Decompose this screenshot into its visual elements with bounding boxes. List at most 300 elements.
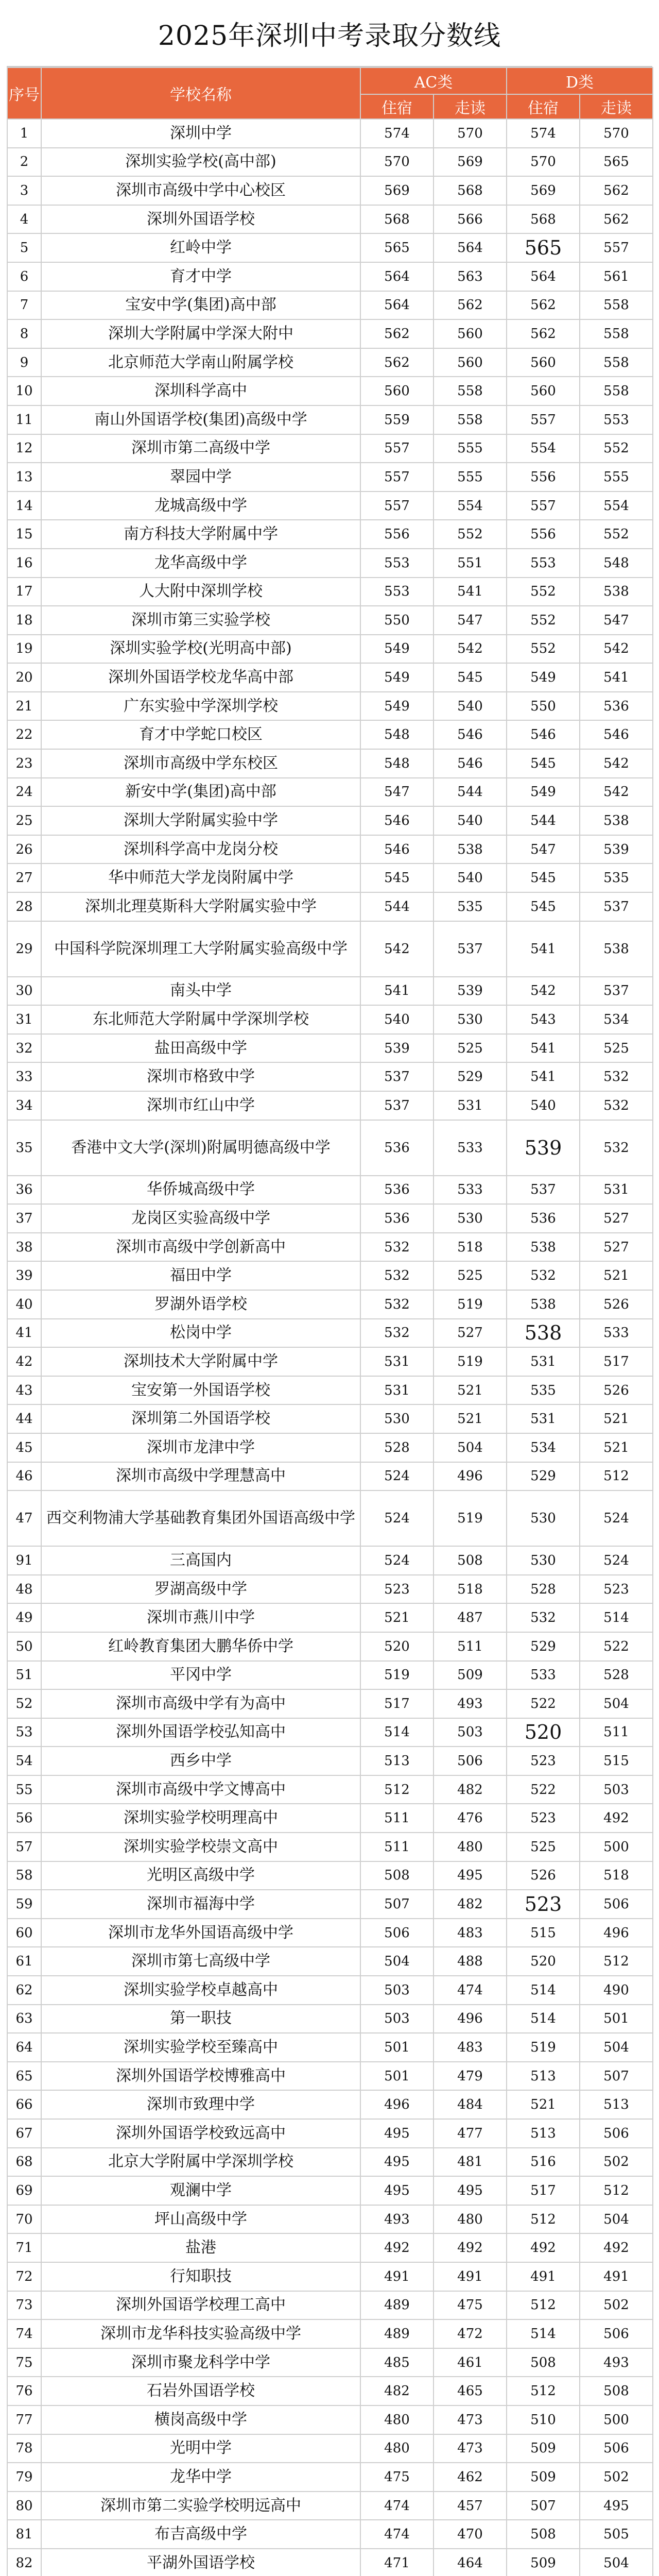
d-boarding-score: 546 [507,720,580,749]
row-index: 77 [7,2405,41,2434]
d-boarding-score: 523 [507,1747,580,1775]
ac-day-score: 564 [433,233,507,262]
ac-day-score: 518 [433,1575,507,1604]
table-row [7,1890,653,1919]
d-day-score: 531 [580,1176,653,1205]
school-name: 深圳市高级中学有为高中 [41,1689,360,1718]
table-row [7,1490,653,1546]
d-boarding-score: 547 [507,835,580,864]
table-row [7,520,653,549]
ac-day-score: 538 [433,835,507,864]
d-boarding-score: 507 [507,2492,580,2520]
school-name: 中国科学院深圳理工大学附属实验高级中学 [41,921,360,977]
row-index: 79 [7,2463,41,2492]
ac-day-score: 570 [433,119,507,148]
table-row [7,1462,653,1491]
ac-day-score: 518 [433,1233,507,1262]
d-boarding-score: 549 [507,778,580,807]
d-boarding-score: 516 [507,2148,580,2177]
table-row [7,2549,653,2576]
ac-boarding-score: 557 [360,463,433,492]
table-row [7,119,653,148]
ac-day-score: 542 [433,635,507,664]
row-index: 20 [7,663,41,692]
school-name: 深圳外国语学校龙华高中部 [41,663,360,692]
row-index: 78 [7,2434,41,2463]
row-index: 13 [7,463,41,492]
col-school-header: 学校名称 [41,67,360,119]
table-row [7,749,653,778]
d-day-score: 502 [580,2463,653,2492]
row-index: 24 [7,778,41,807]
ac-boarding-score: 496 [360,2090,433,2119]
ac-day-score: 492 [433,2233,507,2262]
d-day-score: 504 [580,2205,653,2234]
group-ac-header: AC类 [360,67,507,94]
school-name: 深圳外国语学校 [41,205,360,234]
ac-boarding-score: 565 [360,233,433,262]
school-name: 深圳市红山中学 [41,1091,360,1120]
d-day-score: 521 [580,1433,653,1462]
row-index: 27 [7,863,41,892]
ac-boarding-score: 541 [360,977,433,1006]
d-boarding-score: 520 [507,1718,580,1747]
table-row [7,2062,653,2091]
school-name: 光明中学 [41,2434,360,2463]
d-day-score: 505 [580,2520,653,2549]
row-index: 75 [7,2348,41,2377]
d-day-score: 537 [580,977,653,1006]
ac-day-score: 566 [433,205,507,234]
d-boarding-score: 532 [507,1261,580,1290]
table-row [7,148,653,177]
ac-boarding-score: 517 [360,1689,433,1718]
table-row [7,692,653,721]
d-day-score: 504 [580,1689,653,1718]
row-index: 44 [7,1404,41,1433]
row-index: 82 [7,2549,41,2576]
ac-boarding-score: 485 [360,2348,433,2377]
table-row [7,806,653,835]
ac-boarding-score: 570 [360,148,433,177]
ac-boarding-score: 532 [360,1233,433,1262]
row-index: 73 [7,2291,41,2320]
school-name: 深圳市格致中学 [41,1062,360,1091]
ac-day-score: 457 [433,2492,507,2520]
school-name: 深圳大学附属中学深大附中 [41,319,360,348]
d-boarding-score: 542 [507,977,580,1006]
ac-day-score: 477 [433,2119,507,2148]
row-index: 58 [7,1861,41,1890]
d-day-score: 548 [580,549,653,578]
table-row [7,1034,653,1063]
d-boarding-score: 531 [507,1347,580,1376]
ac-boarding-score: 544 [360,892,433,921]
school-name: 深圳市高级中学中心校区 [41,176,360,205]
d-day-score: 524 [580,1490,653,1546]
d-boarding-score: 530 [507,1490,580,1546]
row-index: 51 [7,1661,41,1690]
d-boarding-score: 565 [507,233,580,262]
table-row [7,1204,653,1233]
table-row [7,2005,653,2033]
row-index: 30 [7,977,41,1006]
ac-boarding-score: 560 [360,377,433,405]
d-boarding-score: 539 [507,1120,580,1176]
ac-boarding-score: 504 [360,1947,433,1976]
table-row [7,2291,653,2320]
table-row [7,663,653,692]
ac-boarding-score: 536 [360,1204,433,1233]
ac-day-score: 506 [433,1747,507,1775]
d-boarding-score: 538 [507,1233,580,1262]
school-name: 北京大学附属中学深圳学校 [41,2148,360,2177]
school-name: 三高国内 [41,1546,360,1575]
d-day-score: 506 [580,2119,653,2148]
ac-day-score: 540 [433,863,507,892]
d-day-score: 490 [580,1976,653,2005]
school-name: 盐港 [41,2233,360,2262]
row-index: 71 [7,2233,41,2262]
d-day-score: 495 [580,2492,653,2520]
ac-day-score: 527 [433,1319,507,1348]
school-name: 第一职技 [41,2005,360,2033]
school-name: 西交利物浦大学基础教育集团外国语高级中学 [41,1490,360,1546]
ac-boarding-score: 568 [360,205,433,234]
row-index: 91 [7,1546,41,1575]
ac-day-score: 540 [433,806,507,835]
d-boarding-score: 560 [507,377,580,405]
school-name: 深圳市第二实验学校明远高中 [41,2492,360,2520]
d-day-score: 562 [580,205,653,234]
d-boarding-score: 509 [507,2434,580,2463]
table-row [7,778,653,807]
ac-day-score: 529 [433,1062,507,1091]
ac-boarding-score: 524 [360,1546,433,1575]
d-day-score: 526 [580,1376,653,1405]
table-row [7,835,653,864]
d-day-score: 502 [580,2148,653,2177]
school-name: 深圳市致理中学 [41,2090,360,2119]
d-day-score: 555 [580,463,653,492]
ac-boarding-score: 513 [360,1747,433,1775]
table-row [7,348,653,377]
page-title: 2025年深圳中考录取分数线 [7,0,652,67]
d-day-score: 527 [580,1204,653,1233]
d-day-score: 496 [580,1919,653,1947]
d-boarding-score: 570 [507,148,580,177]
d-boarding-score: 517 [507,2176,580,2205]
table-row [7,1603,653,1632]
d-day-score: 506 [580,1890,653,1919]
school-name: 深圳技术大学附属中学 [41,1347,360,1376]
school-name: 红岭教育集团大鹏华侨中学 [41,1632,360,1661]
row-index: 61 [7,1947,41,1976]
ac-day-score: 495 [433,2176,507,2205]
row-index: 70 [7,2205,41,2234]
d-boarding-score: 545 [507,749,580,778]
ac-boarding-score: 471 [360,2549,433,2576]
ac-boarding-score: 564 [360,262,433,291]
school-name: 平冈中学 [41,1661,360,1690]
row-index: 53 [7,1718,41,1747]
d-boarding-score: 508 [507,2520,580,2549]
table-row [7,578,653,606]
table-row [7,1091,653,1120]
ac-boarding-score: 482 [360,2377,433,2405]
d-day-score: 542 [580,778,653,807]
school-name: 北京师范大学南山附属学校 [41,348,360,377]
table-row [7,1947,653,1976]
d-day-score: 565 [580,148,653,177]
d-boarding-score: 541 [507,921,580,977]
table-row [7,1919,653,1947]
school-name: 深圳市龙华外国语高级中学 [41,1919,360,1947]
ac-day-score: 545 [433,663,507,692]
d-boarding-score: 538 [507,1319,580,1348]
row-index: 40 [7,1290,41,1319]
ac-boarding-score: 549 [360,692,433,721]
ac-boarding-score: 501 [360,2062,433,2091]
school-name: 深圳市高级中学创新高中 [41,1233,360,1262]
table-row [7,1661,653,1690]
d-boarding-score: 549 [507,663,580,692]
ac-boarding-score: 519 [360,1661,433,1690]
school-name: 红岭中学 [41,233,360,262]
table-row [7,2090,653,2119]
ac-boarding-score: 495 [360,2176,433,2205]
table-row [7,1319,653,1348]
d-day-score: 558 [580,377,653,405]
ac-boarding-score: 524 [360,1490,433,1546]
ac-boarding-score: 557 [360,492,433,520]
ac-boarding-score: 475 [360,2463,433,2492]
school-name: 光明区高级中学 [41,1861,360,1890]
row-index: 1 [7,119,41,148]
table-row [7,176,653,205]
school-name: 深圳实验学校明理高中 [41,1804,360,1833]
table-row [7,1689,653,1718]
d-boarding-score: 535 [507,1376,580,1405]
ac-day-header: 走读 [433,94,507,119]
row-index: 80 [7,2492,41,2520]
ac-boarding-score: 545 [360,863,433,892]
d-day-score: 570 [580,119,653,148]
d-day-score: 526 [580,1290,653,1319]
d-day-score: 539 [580,835,653,864]
d-day-score: 515 [580,1747,653,1775]
ac-boarding-score: 550 [360,606,433,635]
school-name: 东北师范大学附属中学深圳学校 [41,1005,360,1034]
school-name: 香港中文大学(深圳)附属明德高级中学 [41,1120,360,1176]
ac-day-score: 509 [433,1661,507,1690]
school-name: 华中师范大学龙岗附属中学 [41,863,360,892]
d-day-score: 507 [580,2062,653,2091]
row-index: 3 [7,176,41,205]
school-name: 深圳外国语学校博雅高中 [41,2062,360,2091]
school-name: 福田中学 [41,1261,360,1290]
school-name: 罗湖外语学校 [41,1290,360,1319]
table-row [7,1861,653,1890]
table-row [7,2348,653,2377]
d-day-score: 536 [580,692,653,721]
school-name: 行知职技 [41,2262,360,2291]
d-day-score: 532 [580,1120,653,1176]
row-index: 48 [7,1575,41,1604]
school-name: 深圳市福海中学 [41,1890,360,1919]
d-day-score: 552 [580,434,653,463]
row-index: 50 [7,1632,41,1661]
row-index: 31 [7,1005,41,1034]
school-name: 石岩外国语学校 [41,2377,360,2405]
d-boarding-score: 545 [507,892,580,921]
d-day-score: 558 [580,291,653,320]
school-name: 南头中学 [41,977,360,1006]
d-boarding-score: 544 [507,806,580,835]
table-header [7,67,653,119]
ac-boarding-score: 511 [360,1804,433,1833]
d-boarding-score: 522 [507,1689,580,1718]
d-day-score: 500 [580,1833,653,1861]
ac-day-score: 476 [433,1804,507,1833]
ac-boarding-score: 506 [360,1919,433,1947]
d-day-score: 546 [580,720,653,749]
table-row [7,2119,653,2148]
ac-boarding-score: 495 [360,2148,433,2177]
d-boarding-score: 523 [507,1890,580,1919]
ac-boarding-score: 503 [360,2005,433,2033]
ac-boarding-score: 536 [360,1176,433,1205]
d-day-score: 501 [580,2005,653,2033]
d-boarding-score: 569 [507,176,580,205]
ac-boarding-score: 501 [360,2033,433,2062]
school-name: 广东实验中学深圳学校 [41,692,360,721]
school-name: 深圳外国语学校理工高中 [41,2291,360,2320]
row-index: 2 [7,148,41,177]
row-index: 72 [7,2262,41,2291]
ac-boarding-score: 489 [360,2319,433,2348]
table-row [7,635,653,664]
school-name: 深圳市高级中学理慧高中 [41,1462,360,1491]
d-boarding-score: 534 [507,1433,580,1462]
row-index: 29 [7,921,41,977]
ac-day-score: 555 [433,463,507,492]
d-boarding-score: 560 [507,348,580,377]
ac-boarding-score: 531 [360,1347,433,1376]
school-name: 深圳中学 [41,119,360,148]
d-day-score: 506 [580,2434,653,2463]
ac-day-score: 521 [433,1376,507,1405]
row-index: 17 [7,578,41,606]
d-day-score: 542 [580,749,653,778]
row-index: 46 [7,1462,41,1491]
d-day-score: 524 [580,1546,653,1575]
row-index: 66 [7,2090,41,2119]
d-boarding-score: 508 [507,2348,580,2377]
ac-boarding-score: 537 [360,1091,433,1120]
ac-day-score: 547 [433,606,507,635]
school-name: 翠园中学 [41,463,360,492]
d-boarding-score: 545 [507,863,580,892]
school-name: 西乡中学 [41,1747,360,1775]
ac-day-score: 552 [433,520,507,549]
table-row [7,1976,653,2005]
table-row [7,1290,653,1319]
d-day-score: 504 [580,2549,653,2576]
table-row [7,2176,653,2205]
school-name: 罗湖高级中学 [41,1575,360,1604]
col-index-header: 序号 [7,67,41,119]
d-boarding-score: 574 [507,119,580,148]
d-day-score: 514 [580,1603,653,1632]
ac-boarding-score: 507 [360,1890,433,1919]
ac-boarding-score: 532 [360,1319,433,1348]
d-boarding-score: 513 [507,2062,580,2091]
d-boarding-score: 562 [507,319,580,348]
ac-boarding-score: 514 [360,1718,433,1747]
table-row [7,549,653,578]
ac-day-score: 568 [433,176,507,205]
score-table [7,67,653,2576]
ac-day-score: 554 [433,492,507,520]
d-day-score: 493 [580,2348,653,2377]
d-day-score: 537 [580,892,653,921]
d-boarding-score: 509 [507,2463,580,2492]
d-day-score: 557 [580,233,653,262]
ac-day-score: 480 [433,1833,507,1861]
d-boarding-score: 553 [507,549,580,578]
table-row [7,1775,653,1804]
ac-day-score: 519 [433,1290,507,1319]
table-row [7,2405,653,2434]
table-row [7,2205,653,2234]
d-day-score: 502 [580,2291,653,2320]
d-day-score: 538 [580,921,653,977]
table-row [7,291,653,320]
d-boarding-score: 538 [507,1290,580,1319]
table-row [7,233,653,262]
ac-boarding-score: 495 [360,2119,433,2148]
d-boarding-score: 514 [507,1976,580,2005]
d-day-score: 504 [580,2033,653,2062]
ac-day-score: 562 [433,291,507,320]
row-index: 54 [7,1747,41,1775]
row-index: 16 [7,549,41,578]
ac-boarding-score: 503 [360,1976,433,2005]
row-index: 28 [7,892,41,921]
row-index: 74 [7,2319,41,2348]
d-boarding-score: 556 [507,520,580,549]
row-index: 64 [7,2033,41,2062]
ac-boarding-score: 528 [360,1433,433,1462]
table-row [7,1347,653,1376]
row-index: 15 [7,520,41,549]
d-day-score: 518 [580,1861,653,1890]
ac-day-score: 493 [433,1689,507,1718]
school-name: 深圳市高级中学文博高中 [41,1775,360,1804]
table-row [7,1546,653,1575]
d-boarding-score: 554 [507,434,580,463]
ac-day-score: 508 [433,1546,507,1575]
row-index: 10 [7,377,41,405]
row-index: 25 [7,806,41,835]
ac-day-score: 461 [433,2348,507,2377]
ac-day-score: 530 [433,1204,507,1233]
d-boarding-score: 568 [507,205,580,234]
d-boarding-score: 531 [507,1404,580,1433]
score-document [7,0,652,2576]
ac-day-score: 481 [433,2148,507,2177]
